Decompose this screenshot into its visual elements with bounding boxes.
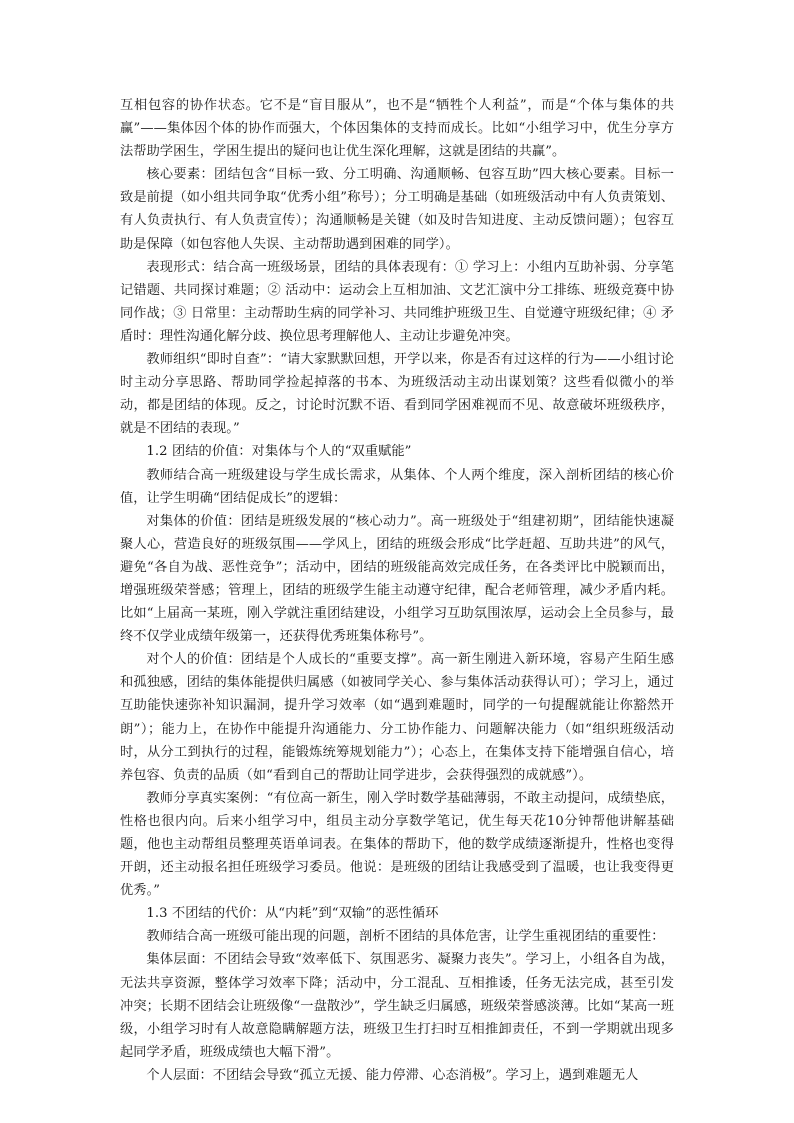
body-paragraph: 集体层面：不团结会导致“效率低下、氛围恶劣、凝聚力丧失”。学习上，小组各自为战，无法共享资源，整体学习效率下降；活动中，分工混乱、互相推诿，任务无法完成，甚至引发冲突；长期不团结会让班级像“一盘散沙”，学生缺乏归属感，班级荣誉感淡薄。比如“某高一班级，小组学习时有人故意隐瞒解题方法，班级卫生打扫时互相推卸责任，不到一学期就出现多起同学矛盾，班级成绩也大幅下滑”。 xyxy=(120,952,674,1060)
body-paragraph: 表现形式：结合高一班级场景，团结的具体表现有：① 学习上：小组内互助补弱、分享笔记错题、共同探讨难题；② 活动中：运动会上互相加油、文艺汇演中分工排练、班级竞赛中协同作战；③ 日常里：主动帮助生病的同学补习、共同维护班级卫生、自觉遵守班级纪律；④ 矛盾时：理性沟通化解分歧、换位思考理解他人、主动让步避免冲突。 xyxy=(120,259,674,344)
section-heading: 1.3 不团结的代价：从“内耗”到“双输”的恶性循环 xyxy=(146,906,439,922)
body-paragraph: 个人层面：不团结会导致“孤立无援、能力停滞、心态消极”。学习上，遇到难题无人 xyxy=(146,1067,639,1083)
document-body xyxy=(120,94,674,1087)
body-paragraph: 对集体的价值：团结是班级发展的“核心动力”。高一班级处于“组建初期”，团结能快速凝聚人心，营造良好的班级氛围——学风上，团结的班级会形成“比学赶超、互助共进”的风气，避免“各自为战、恶性竞争”；活动中，团结的班级能高效完成任务，在各类评比中脱颖而出，增强班级荣誉感；管理上，团结的班级学生能主动遵守纪律，配合老师管理，减少矛盾内耗。比如“上届高一某班，刚入学就注重团结建设，小组学习互助氛围浓厚，运动会上全员参与，最终不仅学业成绩年级第一，还获得优秀班集体称号”。 xyxy=(120,513,674,645)
body-paragraph: 互相包容的协作状态。它不是“盲目服从”，也不是“牺牲个人利益”，而是“个体与集体的共赢”——集体因个体的协作而强大，个体因集体的支持而成长。比如“小组学习中，优生分享方法帮助学困生，学困生提出的疑问也让优生深化理解，这就是团结的共赢”。 xyxy=(120,98,674,160)
body-paragraph: 教师组织“即时自查”：“请大家默默回想，开学以来，你是否有过这样的行为——小组讨论时主动分享思路、帮助同学捡起掉落的书本、为班级活动主动出谋划策？这些看似微小的举动，都是团结的体现。反之，讨论时沉默不语、看到同学困难视而不见、故意破坏班级秩序，就是不团结的表现。” xyxy=(120,352,674,437)
body-paragraph: 核心要素：团结包含“目标一致、分工明确、沟通顺畅、包容互助”四大核心要素。目标一致是前提（如小组共同争取“优秀小组”称号）；分工明确是基础（如班级活动中有人负责策划、有人负责执行、有人负责宣传）；沟通顺畅是关键（如及时告知进度、主动反馈问题）；包容互助是保障（如包容他人失误、主动帮助遇到困难的同学）。 xyxy=(120,167,674,252)
body-paragraph: 教师结合高一班级可能出现的问题，剖析不团结的具体危害，让学生重视团结的重要性： xyxy=(146,929,665,945)
body-paragraph: 对个人的价值：团结是个人成长的“重要支撑”。高一新生刚进入新环境，容易产生陌生感和孤独感，团结的集体能提供归属感（如被同学关心、参与集体活动获得认可）；学习上，通过互助能快速弥补知识漏洞，提升学习效率（如“遇到难题时，同学的一句提醒就能让你豁然开朗”）；能力上，在协作中能提升沟通能力、分工协作能力、问题解决能力（如“组织班级活动时，从分工到执行的过程，能锻炼统筹规划能力”）；心态上，在集体支持下能增强自信心，培养包容、负责的品质（如“看到自己的帮助让同学进步，会获得强烈的成就感”）。 xyxy=(120,652,674,783)
body-paragraph: 教师结合高一班级建设与学生成长需求，从集体、个人两个维度，深入剖析团结的核心价值，让学生明确“团结促成长”的逻辑： xyxy=(120,467,674,506)
body-paragraph: 教师分享真实案例：“有位高一新生，刚入学时数学基础薄弱，不敢主动提问，成绩垫底，性格也很内向。后来小组学习中，组员主动分享数学笔记，优生每天花10分钟帮他讲解基础题，他也主动帮组员整理英语单词表。在集体的帮助下，他的数学成绩逐渐提升，性格也变得开朗，还主动报名担任班级学习委员。他说：是班级的团结让我感受到了温暖，也让我变得更优秀。” xyxy=(120,790,674,899)
section-heading: 1.2 团结的价值：对集体与个人的“双重赋能” xyxy=(146,444,412,460)
